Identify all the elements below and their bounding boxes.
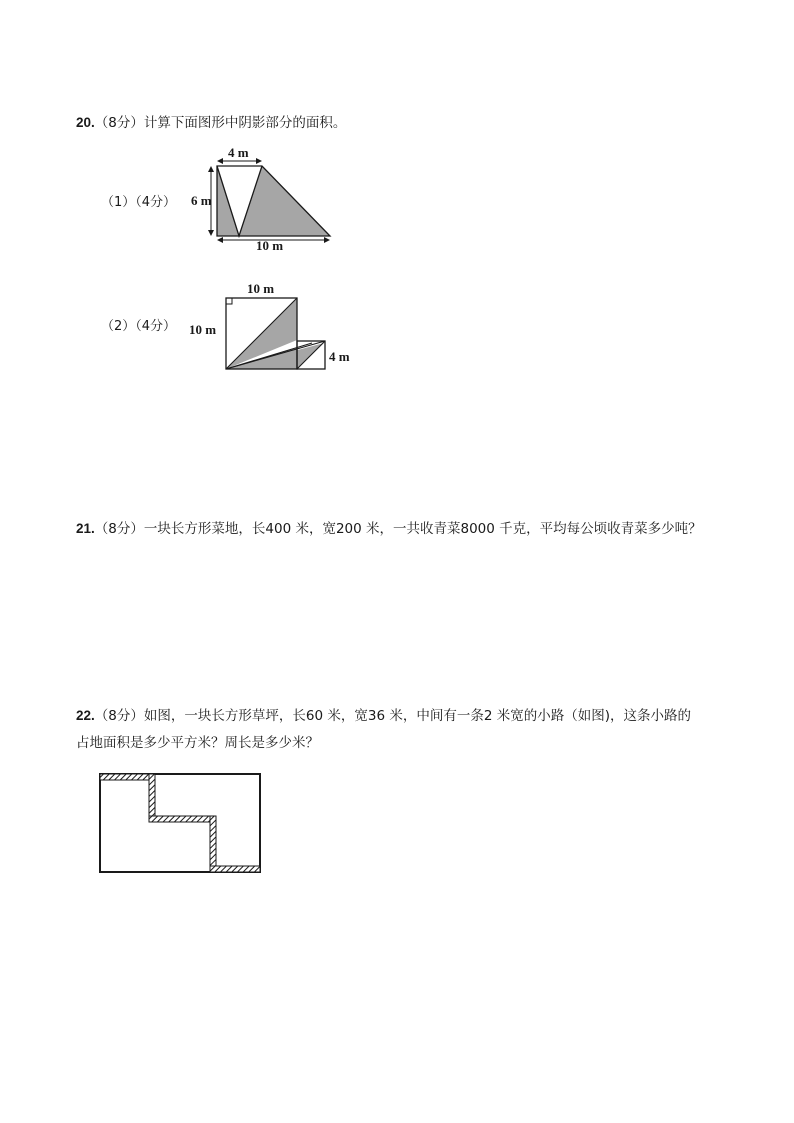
lawn-rectangle [100,774,260,872]
question-score: （8分） [94,708,144,724]
top-dimension-label: 10 m [247,281,275,296]
question-text: 一块长方形菜地，长400 米，宽200 米，一共收青菜8000 千克，平均每公顷收青菜多少吨？ [143,521,702,537]
path-strip [100,774,260,872]
question-21: 21.（8分）一块长方形菜地，长400 米，宽200 米，一共收青菜8000 千克，平均每公顷收青菜多少吨？ [76,521,702,537]
right-angle-mark [226,298,232,304]
question-line-1: 22.（8分）如图，一块长方形草坪，长60 米，宽36 米，中间有一条2 米宽的小路（如图)，这条小路的 [76,708,691,724]
question-score: （8分） [94,521,144,537]
question-text: 计算下面图形中阴影部分的面积。 [143,115,347,131]
question-number: 20 [76,115,92,130]
sub-question-1-label: （1）（4分） [101,195,177,210]
figure-22-lawn [95,768,265,878]
question-score: （8分） [94,115,144,131]
question-number: 22 [76,708,92,723]
shaded-triangle-right [239,166,330,236]
question-20: 20.（8分）计算下面图形中阴影部分的面积。 [76,115,347,131]
top-dimension-label: 4 m [228,145,249,160]
side-dimension-label: 10 m [189,322,217,337]
question-text-line-1: 如图，一块长方形草坪，长60 米，宽36 米，中间有一条2 米宽的小路（如图)，这条小路的 [143,708,691,724]
figure-20-2 [186,280,356,375]
sub-question-2-label: （2）（4分） [101,319,177,334]
figure-20-1 [191,140,336,253]
bottom-dimension-label: 10 m [256,238,284,253]
right-dimension-label: 4 m [329,349,350,364]
question-number: 21 [76,521,92,536]
question-text-line-2: 占地面积是多少平方米？周长是多少米？ [76,735,319,751]
question-22 [76,702,691,757]
side-dimension-label: 6 m [191,193,212,208]
